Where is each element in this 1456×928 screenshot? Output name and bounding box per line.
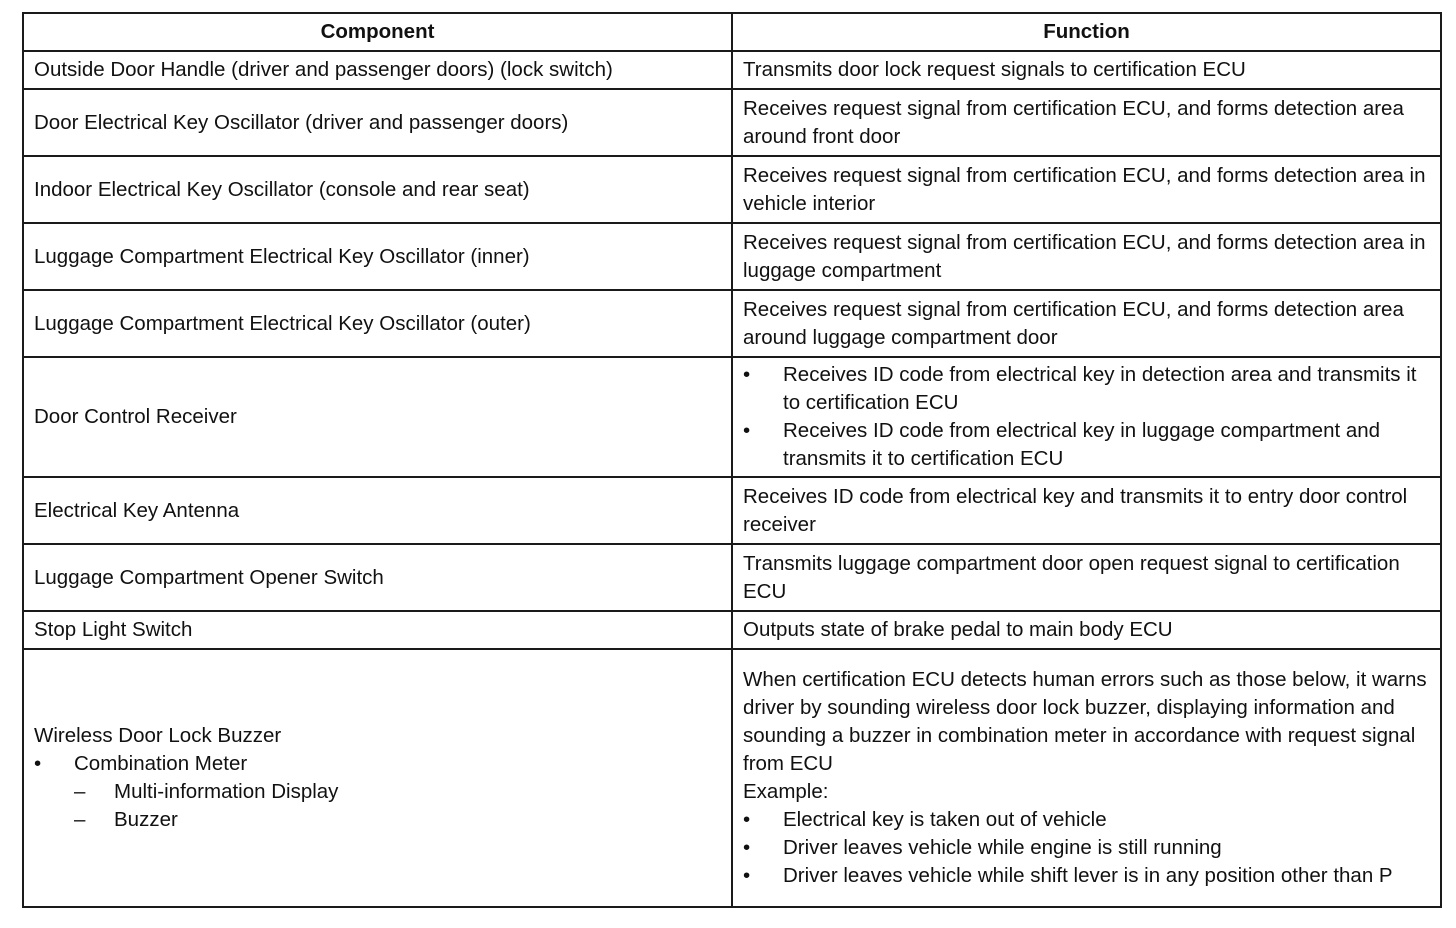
table-row [23, 357, 1441, 477]
header-component: Component [23, 13, 732, 51]
table-row [23, 51, 1441, 89]
bullet-icon: • [743, 864, 751, 887]
bullet-icon: • [743, 419, 751, 442]
function-bullet [743, 361, 1430, 417]
dash-icon: – [74, 808, 86, 831]
bullet-icon: • [34, 752, 42, 775]
function-bullet [743, 806, 1430, 834]
bullet-text: Receives ID code from electrical key in detection area and transmits it to certification ECU [783, 363, 1417, 414]
function-cell: Receives request signal from certification ECU, and forms detection area around luggage compartment door [732, 290, 1441, 357]
function-bullet-list [743, 361, 1430, 473]
function-text: When certification ECU detects human errors such as those below, it warns driver by sounding wireless door lock buzzer, displaying information and sounding a buzzer in combination meter in accordance with request signal from ECU [743, 668, 1427, 775]
bullet-text: Receives ID code from electrical key in luggage compartment and transmits it to certification ECU [783, 419, 1381, 470]
bullet-icon: • [743, 363, 751, 386]
table-row [23, 544, 1441, 611]
table-row [23, 611, 1441, 649]
function-cell: Transmits luggage compartment door open request signal to certification ECU [732, 544, 1441, 611]
component-cell: Door Control Receiver [23, 357, 732, 477]
function-bullet [743, 862, 1430, 890]
example-label: Example: [743, 780, 829, 803]
component-bullet [34, 750, 721, 778]
function-cell: Receives request signal from certification ECU, and forms detection area in luggage compartment [732, 223, 1441, 290]
table-row [23, 89, 1441, 156]
bullet-icon: • [743, 836, 751, 859]
function-cell [732, 357, 1441, 477]
table-row [23, 649, 1441, 907]
table-row [23, 223, 1441, 290]
function-bullet [743, 417, 1430, 473]
sub-item-text: Multi-information Display [114, 780, 339, 803]
function-bullet [743, 834, 1430, 862]
header-function: Function [732, 13, 1441, 51]
component-cell: Luggage Compartment Electrical Key Oscillator (inner) [23, 223, 732, 290]
function-bullet-list [743, 806, 1430, 890]
dash-icon: – [74, 780, 86, 803]
component-sub-list [34, 778, 721, 834]
component-function-table [22, 12, 1442, 908]
table-row [23, 477, 1441, 544]
header-row [23, 13, 1441, 51]
component-cell: Luggage Compartment Electrical Key Oscillator (outer) [23, 290, 732, 357]
function-cell: Receives request signal from certification ECU, and forms detection area in vehicle interior [732, 156, 1441, 223]
component-cell: Indoor Electrical Key Oscillator (console and rear seat) [23, 156, 732, 223]
table-row [23, 156, 1441, 223]
function-cell: Receives ID code from electrical key and transmits it to entry door control receiver [732, 477, 1441, 544]
component-title: Wireless Door Lock Buzzer [34, 724, 282, 747]
function-cell: Outputs state of brake pedal to main body ECU [732, 611, 1441, 649]
table-row [23, 290, 1441, 357]
function-cell: Transmits door lock request signals to certification ECU [732, 51, 1441, 89]
component-bullet-list [34, 750, 721, 778]
component-sub-item [34, 778, 721, 806]
component-cell: Outside Door Handle (driver and passenger doors) (lock switch) [23, 51, 732, 89]
component-cell: Electrical Key Antenna [23, 477, 732, 544]
bullet-icon: • [743, 808, 751, 831]
component-cell: Luggage Compartment Opener Switch [23, 544, 732, 611]
function-cell: Receives request signal from certification ECU, and forms detection area around front door [732, 89, 1441, 156]
component-cell: Door Electrical Key Oscillator (driver and passenger doors) [23, 89, 732, 156]
sub-item-text: Buzzer [114, 808, 178, 831]
function-cell [732, 649, 1441, 907]
component-cell [23, 649, 732, 907]
bullet-text: Combination Meter [74, 752, 248, 775]
component-cell: Stop Light Switch [23, 611, 732, 649]
bullet-text: Driver leaves vehicle while engine is still running [783, 836, 1222, 859]
component-sub-item [34, 806, 721, 834]
bullet-text: Driver leaves vehicle while shift lever is in any position other than P [783, 864, 1393, 887]
bullet-text: Electrical key is taken out of vehicle [783, 808, 1107, 831]
